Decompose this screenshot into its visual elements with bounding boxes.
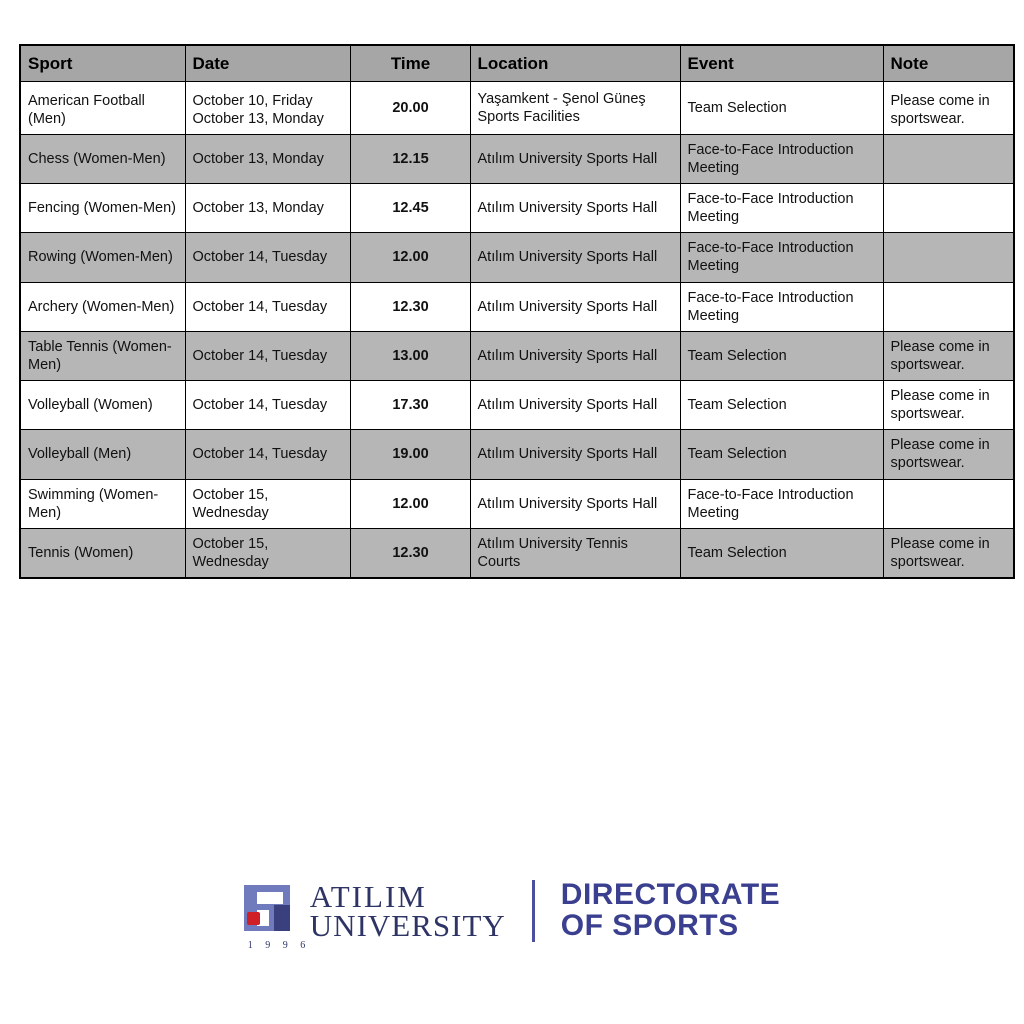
table-header-row [20, 45, 1014, 81]
cell-sport: Table Tennis (Women-Men) [20, 331, 185, 380]
cell-date: October 15, Wednesday [185, 479, 350, 528]
cell-time: 12.45 [350, 184, 470, 233]
atilim-emblem-icon [244, 885, 296, 937]
cell-note: Please come in sportswear. [883, 381, 1014, 430]
cell-sport: Volleyball (Women) [20, 381, 185, 430]
schedule-table-container [19, 44, 1005, 579]
university-logo [244, 878, 506, 951]
university-name-line1: ATILIM [309, 878, 427, 914]
cell-sport: American Football (Men) [20, 81, 185, 134]
cell-location: Atılım University Sports Hall [470, 331, 680, 380]
cell-sport: Volleyball (Men) [20, 430, 185, 479]
cell-note: Please come in sportswear. [883, 81, 1014, 134]
cell-time: 12.00 [350, 233, 470, 282]
cell-event: Face-to-Face Introduction Meeting [680, 233, 883, 282]
department-line1: DIRECTORATE [560, 878, 781, 912]
column-header-date: Date [185, 45, 350, 81]
cell-location: Atılım University Sports Hall [470, 282, 680, 331]
cell-time: 12.30 [350, 282, 470, 331]
cell-date: October 14, Tuesday [185, 331, 350, 380]
cell-note [883, 134, 1014, 183]
cell-date: October 10, Friday October 13, Monday [185, 81, 350, 134]
department-name [561, 880, 780, 941]
cell-time: 20.00 [350, 81, 470, 134]
table-row [20, 430, 1014, 479]
cell-note [883, 282, 1014, 331]
cell-event: Team Selection [680, 430, 883, 479]
department-line2: OF SPORTS [560, 909, 739, 942]
cell-event: Team Selection [680, 81, 883, 134]
cell-time: 12.30 [350, 528, 470, 578]
cell-location: Atılım University Tennis Courts [470, 528, 680, 578]
cell-date: October 13, Monday [185, 184, 350, 233]
cell-location: Atılım University Sports Hall [470, 184, 680, 233]
cell-location: Atılım University Sports Hall [470, 479, 680, 528]
cell-event: Face-to-Face Introduction Meeting [680, 134, 883, 183]
cell-location: Atılım University Sports Hall [470, 233, 680, 282]
cell-date: October 15, Wednesday [185, 528, 350, 578]
table-body [20, 81, 1014, 578]
footer-branding [0, 878, 1024, 951]
cell-location: Yaşamkent - Şenol Güneş Sports Facilities [470, 81, 680, 134]
cell-time: 13.00 [350, 331, 470, 380]
founded-year: 1 9 9 6 [247, 939, 311, 951]
cell-sport: Tennis (Women) [20, 528, 185, 578]
cell-location: Atılım University Sports Hall [470, 381, 680, 430]
table-row [20, 381, 1014, 430]
cell-event: Face-to-Face Introduction Meeting [680, 479, 883, 528]
table-header [20, 45, 1014, 81]
cell-location: Atılım University Sports Hall [470, 430, 680, 479]
sports-schedule-table [19, 44, 1015, 579]
cell-time: 17.30 [350, 381, 470, 430]
table-row [20, 81, 1014, 134]
cell-sport: Rowing (Women-Men) [20, 233, 185, 282]
table-row [20, 528, 1014, 578]
cell-date: October 14, Tuesday [185, 430, 350, 479]
table-row [20, 184, 1014, 233]
logo-divider [532, 880, 535, 942]
cell-event: Face-to-Face Introduction Meeting [680, 282, 883, 331]
cell-time: 12.15 [350, 134, 470, 183]
table-row [20, 479, 1014, 528]
table-row [20, 282, 1014, 331]
cell-date: October 14, Tuesday [185, 233, 350, 282]
cell-date: October 13, Monday [185, 134, 350, 183]
cell-event: Team Selection [680, 331, 883, 380]
column-header-event: Event [680, 45, 883, 81]
table-row [20, 134, 1014, 183]
column-header-note: Note [883, 45, 1014, 81]
cell-note [883, 479, 1014, 528]
column-header-time: Time [350, 45, 470, 81]
cell-note: Please come in sportswear. [883, 430, 1014, 479]
table-row [20, 233, 1014, 282]
cell-location: Atılım University Sports Hall [470, 134, 680, 183]
column-header-sport: Sport [20, 45, 185, 81]
cell-time: 12.00 [350, 479, 470, 528]
cell-event: Team Selection [680, 381, 883, 430]
cell-sport: Archery (Women-Men) [20, 282, 185, 331]
cell-note [883, 233, 1014, 282]
cell-event: Face-to-Face Introduction Meeting [680, 184, 883, 233]
cell-note [883, 184, 1014, 233]
cell-sport: Fencing (Women-Men) [20, 184, 185, 233]
cell-sport: Swimming (Women-Men) [20, 479, 185, 528]
cell-time: 19.00 [350, 430, 470, 479]
column-header-location: Location [470, 45, 680, 81]
cell-note: Please come in sportswear. [883, 528, 1014, 578]
cell-note: Please come in sportswear. [883, 331, 1014, 380]
cell-event: Team Selection [680, 528, 883, 578]
table-row [20, 331, 1014, 380]
university-name-line2: UNIVERSITY [309, 908, 506, 943]
cell-date: October 14, Tuesday [185, 282, 350, 331]
university-name [309, 878, 506, 943]
cell-sport: Chess (Women-Men) [20, 134, 185, 183]
cell-date: October 14, Tuesday [185, 381, 350, 430]
